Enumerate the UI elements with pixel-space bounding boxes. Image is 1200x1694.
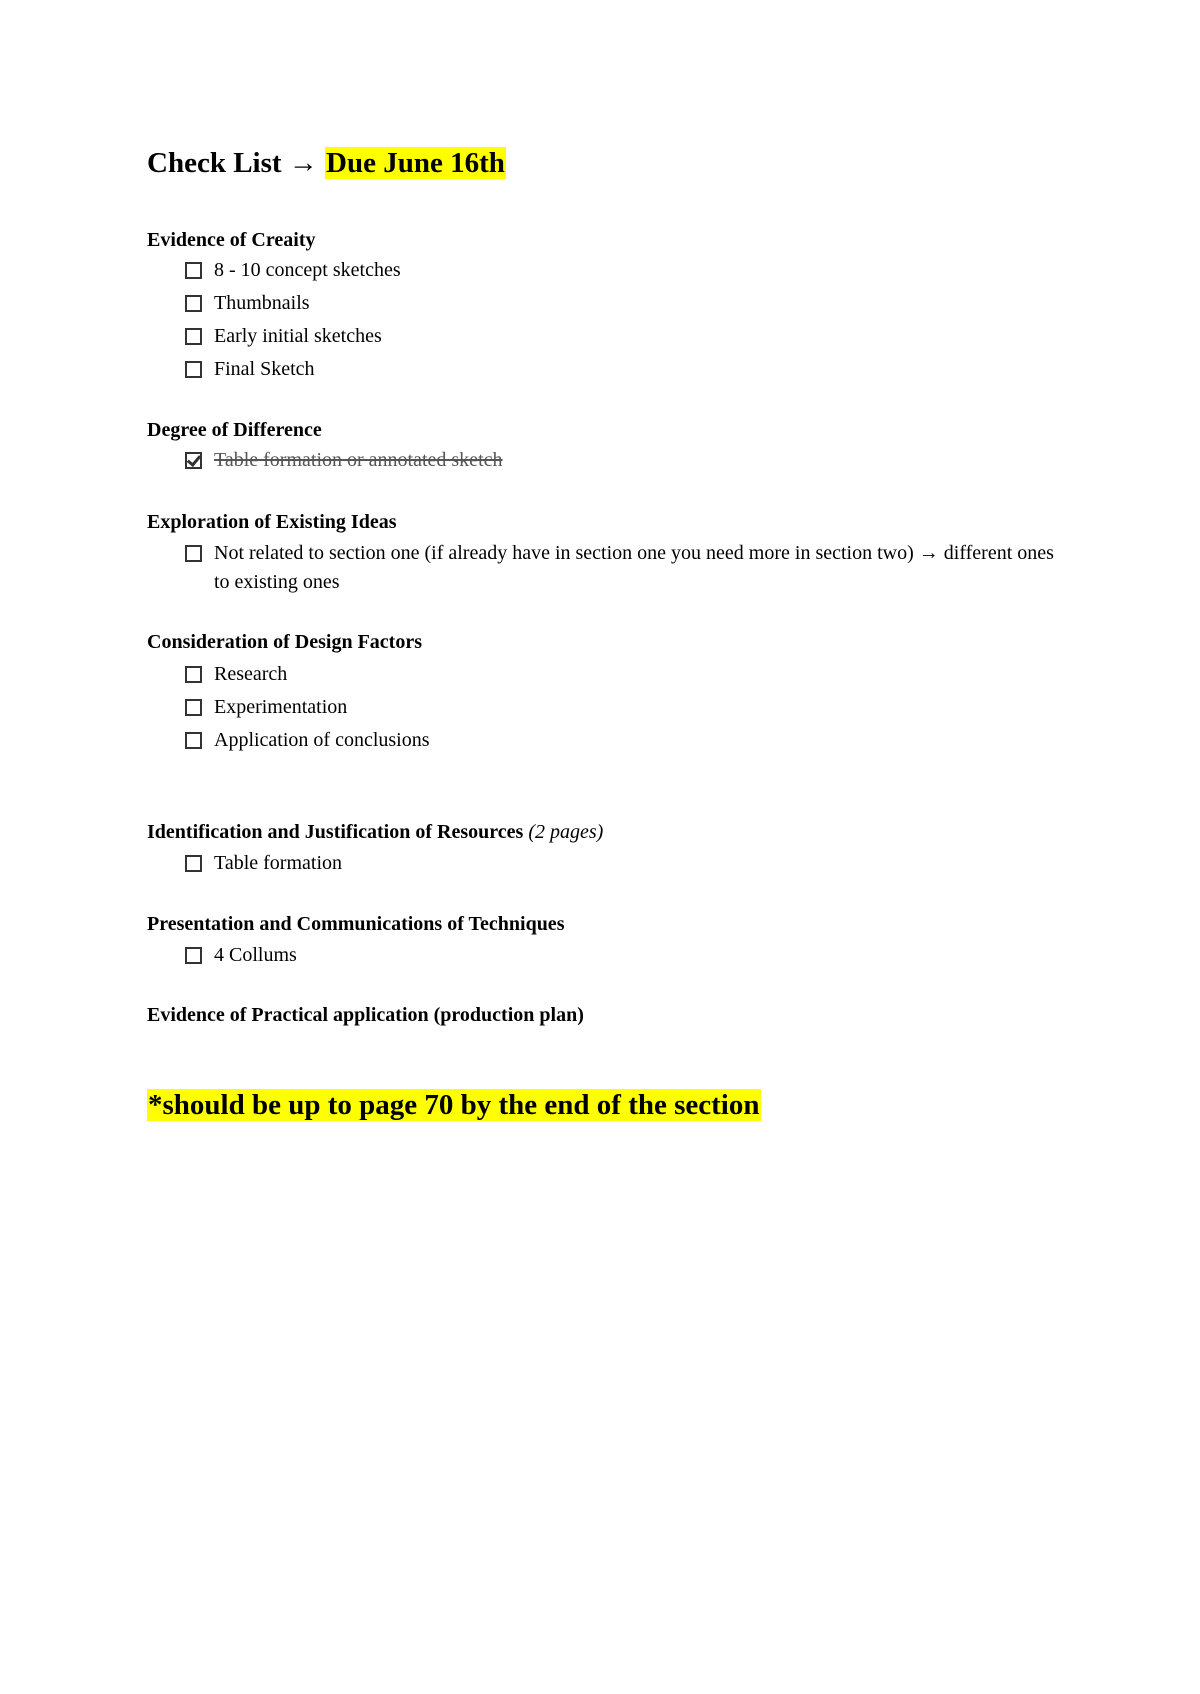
checkbox-icon[interactable] [185,295,202,312]
section-heading-difference: Degree of Difference [147,419,322,441]
checklist-item[interactable] [185,726,430,755]
checklist-item-label: Application of conclusions [214,729,430,751]
checklist-item-label: Table formation [214,852,342,874]
checklist-item[interactable] [185,289,310,318]
section-heading-design-factors: Consideration of Design Factors [147,631,422,653]
checklist-item[interactable] [185,849,342,878]
checkbox-icon[interactable] [185,666,202,683]
title-prefix: Check List → [147,147,318,179]
checkbox-icon[interactable] [185,947,202,964]
section-heading-resources-label: Identification and Justification of Resources [147,821,524,843]
checklist-item[interactable] [185,660,287,689]
checklist-item-label: Final Sketch [214,358,315,380]
checked-checkbox-icon[interactable] [185,452,202,469]
checklist-item-label: Not related to section one (if already have in section one you need more in section two) → different ones to existing ones [214,542,1054,593]
checklist-item[interactable] [185,693,347,722]
section-heading-practical: Evidence of Practical application (production plan) [147,1004,584,1026]
checklist-item-label: Thumbnails [214,292,310,314]
checkbox-icon[interactable] [185,699,202,716]
footer-note [147,1085,761,1125]
checklist-item[interactable] [185,322,382,351]
checklist-item[interactable] [185,941,297,970]
checkbox-icon[interactable] [185,855,202,872]
section-heading-resources [147,818,603,846]
checklist-item[interactable] [185,355,315,384]
checklist-item-label: Table formation or annotated sketch [214,449,503,471]
section-heading-exploration: Exploration of Existing Ideas [147,511,397,533]
page-title [147,143,506,183]
checkbox-icon[interactable] [185,262,202,279]
checkbox-icon[interactable] [185,545,202,562]
checklist-item-label: Research [214,663,288,685]
checkbox-icon[interactable] [185,328,202,345]
checklist-item[interactable] [185,539,1074,597]
section-heading-presentation: Presentation and Communications of Techniques [147,913,565,935]
checklist-item-label: 4 Collums [214,944,297,966]
checklist-item-label: 8 - 10 concept sketches [214,259,401,281]
section-heading-creativity: Evidence of Creaity [147,229,316,251]
checkbox-icon[interactable] [185,732,202,749]
checklist-item-label: Experimentation [214,696,348,718]
checkbox-icon[interactable] [185,361,202,378]
checklist-item-checked[interactable] [185,446,503,475]
checklist-item[interactable] [185,256,401,285]
section-note: (2 pages) [528,821,604,843]
checklist-item-label: Early initial sketches [214,325,382,347]
due-date-highlight: Due June 16th [326,147,505,179]
footer-highlight: *should be up to page 70 by the end of the section [148,1089,760,1121]
